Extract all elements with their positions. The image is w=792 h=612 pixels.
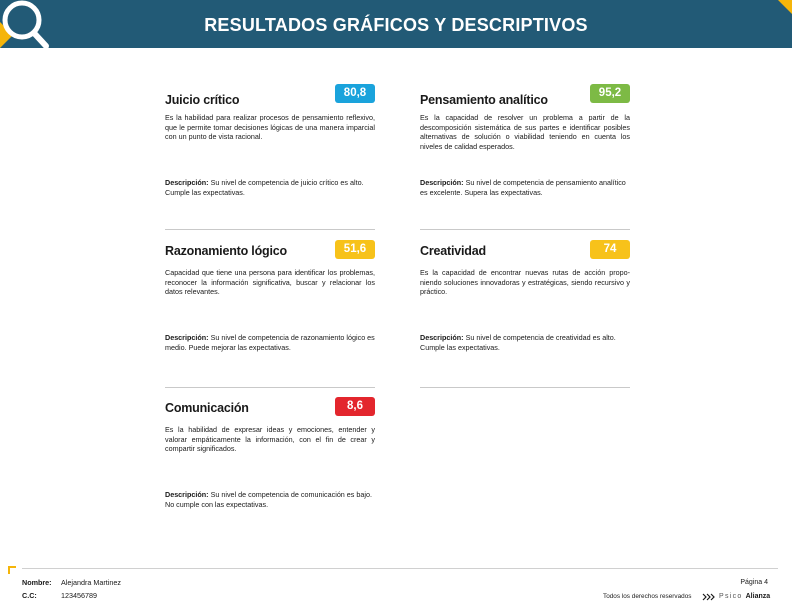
competency-description: Descripción: Su nivel de competencia de juicio crítico es alto. Cumple las expectativas.	[165, 178, 364, 197]
rights-text: Todos los derechos reservados	[603, 593, 692, 600]
description-text: Su nivel de competencia de razonamiento lógico es medio. Puede mejorar las expectativas.	[165, 333, 375, 352]
corner-accent	[8, 566, 16, 574]
name-value: Alejandra Martinez	[61, 578, 121, 587]
competency-description: Descripción: Su nivel de competencia de pensamiento analítico es excelente. Supera las expectativas.	[420, 178, 626, 197]
cc-value: 123456789	[61, 591, 97, 600]
score-badge: 95,2	[590, 84, 630, 103]
description-label: Descripción	[420, 178, 462, 187]
cc-label: C.C:	[22, 591, 37, 600]
competency-description: Descripción: Su nivel de competencia de razonamiento lógico es medio. Puede mejorar las expectativas.	[165, 333, 375, 352]
competency-name: Creatividad	[420, 244, 486, 258]
section-divider	[165, 387, 375, 388]
competency-description: Descripción: Su nivel de competencia de comunicación es bajo. No cumple con las expectativas.	[165, 490, 372, 509]
section-divider	[420, 387, 630, 388]
competency-name: Razonamiento lógico	[165, 244, 287, 258]
competency-name: Juicio crítico	[165, 93, 240, 107]
section-divider	[420, 229, 630, 230]
competency-name: Comunicación	[165, 401, 249, 415]
page-header	[0, 0, 792, 48]
description-label: Descripción	[165, 333, 207, 342]
competency-definition: Es la habilidad para realizar procesos de pensamiento reflexivo, que le permite tomar decisiones lógicas de una manera imparcial con un punto de vista racional.	[165, 113, 375, 142]
description-label: Descripción	[165, 178, 207, 187]
score-badge: 74	[590, 240, 630, 259]
score-badge: 8,6	[335, 397, 375, 416]
competency-name: Pensamiento analítico	[420, 93, 548, 107]
description-text: Su nivel de competencia de creatividad es alto. Cumple las expectativas.	[420, 333, 616, 352]
score-badge: 51,6	[335, 240, 375, 259]
name-label: Nombre:	[22, 578, 52, 587]
competency-definition: Es la capacidad de resolver un problema a partir de la descomposición sistemática de sus partes e identificar posibles alternativas de solución o viabilidad teniendo en cuenta los niveles de calidad esperados.	[420, 113, 630, 151]
competency-description: Descripción: Su nivel de competencia de creatividad es alto. Cumple las expectativas.	[420, 333, 616, 352]
footer-divider	[22, 568, 778, 569]
competency-definition: Es la capacidad de encontrar nuevas rutas de acción propo- niendo soluciones innovadoras y estratégicas, siendo recursivo y práctico.	[420, 268, 630, 297]
brand-name-bold: Alianza	[745, 593, 771, 600]
competency-definition: Capacidad que tiene una persona para identificar los problemas, reconocer la información significativa, buscar y relacionar los datos relevantes.	[165, 268, 375, 297]
description-label: Descripción	[165, 490, 207, 499]
brand-mark-icon	[702, 593, 716, 601]
description-label: Descripción	[420, 333, 462, 342]
description-text: Su nivel de competencia de comunicación es bajo. No cumple con las expectativas.	[165, 490, 372, 509]
section-divider	[165, 229, 375, 230]
description-text: Su nivel de competencia de juicio crítico es alto. Cumple las expectativas.	[165, 178, 364, 197]
page-number: Página 4	[740, 579, 768, 586]
competency-definition: Es la habilidad de expresar ideas y emociones, entender y valorar empáticamente la información, con el fin de crear y compartir significados.	[165, 425, 375, 454]
description-text: Su nivel de competencia de pensamiento analítico es excelente. Supera las expectativas.	[420, 178, 626, 197]
page-title: RESULTADOS GRÁFICOS Y DESCRIPTIVOS	[204, 15, 588, 35]
brand-logo	[702, 591, 770, 602]
score-badge: 80,8	[335, 84, 375, 103]
brand-name-light: Psico	[719, 593, 743, 600]
